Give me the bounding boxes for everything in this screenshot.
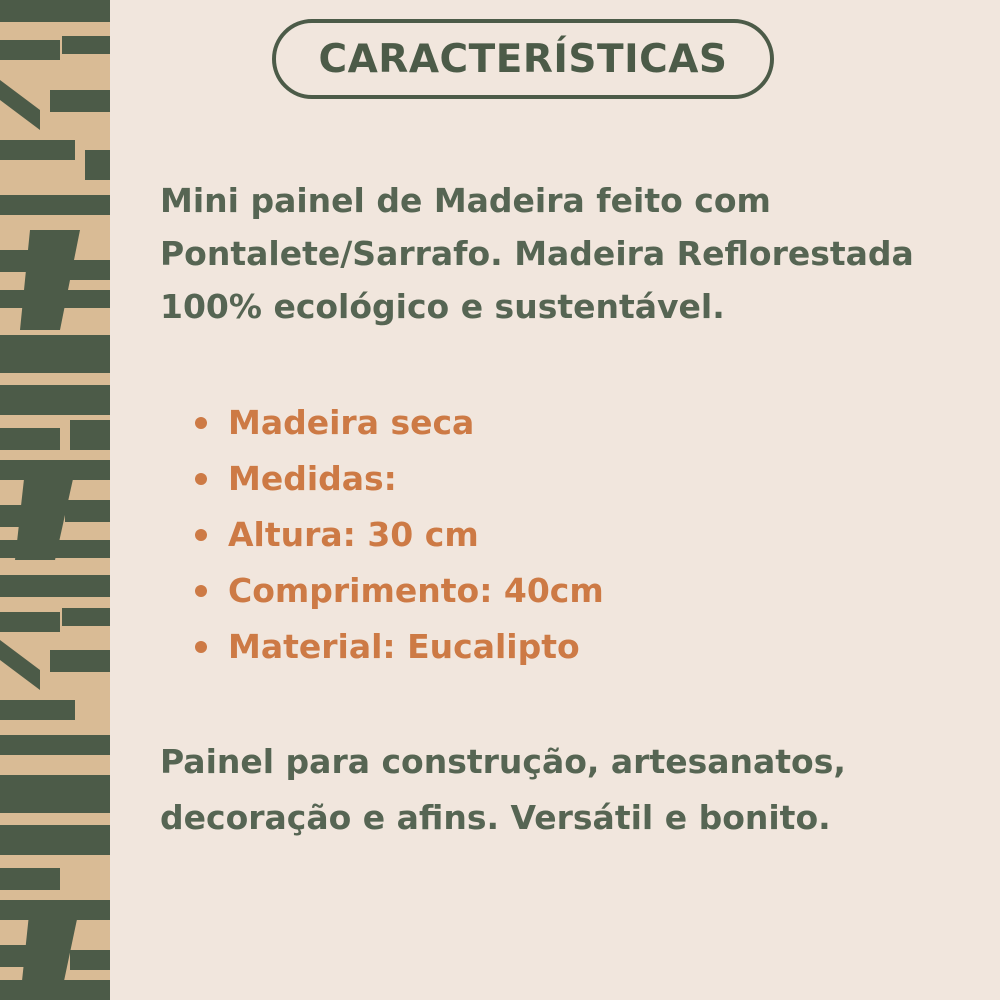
- bullet-icon: [195, 585, 207, 597]
- feature-list: [160, 395, 960, 675]
- feature-text: Material: Eucalipto: [228, 627, 580, 666]
- list-item: [160, 619, 960, 675]
- feature-text: Altura: 30 cm: [228, 515, 479, 554]
- bullet-icon: [195, 529, 207, 541]
- list-item: [160, 395, 960, 451]
- list-item: [160, 507, 960, 563]
- wooden-slat-pattern: [0, 0, 110, 1000]
- page-title: CARACTERÍSTICAS: [272, 19, 774, 99]
- feature-text: Medidas:: [228, 459, 397, 498]
- bullet-icon: [195, 417, 207, 429]
- bullet-icon: [195, 473, 207, 485]
- feature-text: Comprimento: 40cm: [228, 571, 604, 610]
- list-item: [160, 563, 960, 619]
- product-description: Mini painel de Madeira feito com Pontalete/Sarrafo. Madeira Reflorestada 100% ecológico e sustentável.: [160, 181, 914, 326]
- bullet-icon: [195, 641, 207, 653]
- usage-description: Painel para construção, artesanatos, decoração e afins. Versátil e bonito.: [160, 742, 846, 837]
- list-item: [160, 451, 960, 507]
- feature-text: Madeira seca: [228, 403, 475, 442]
